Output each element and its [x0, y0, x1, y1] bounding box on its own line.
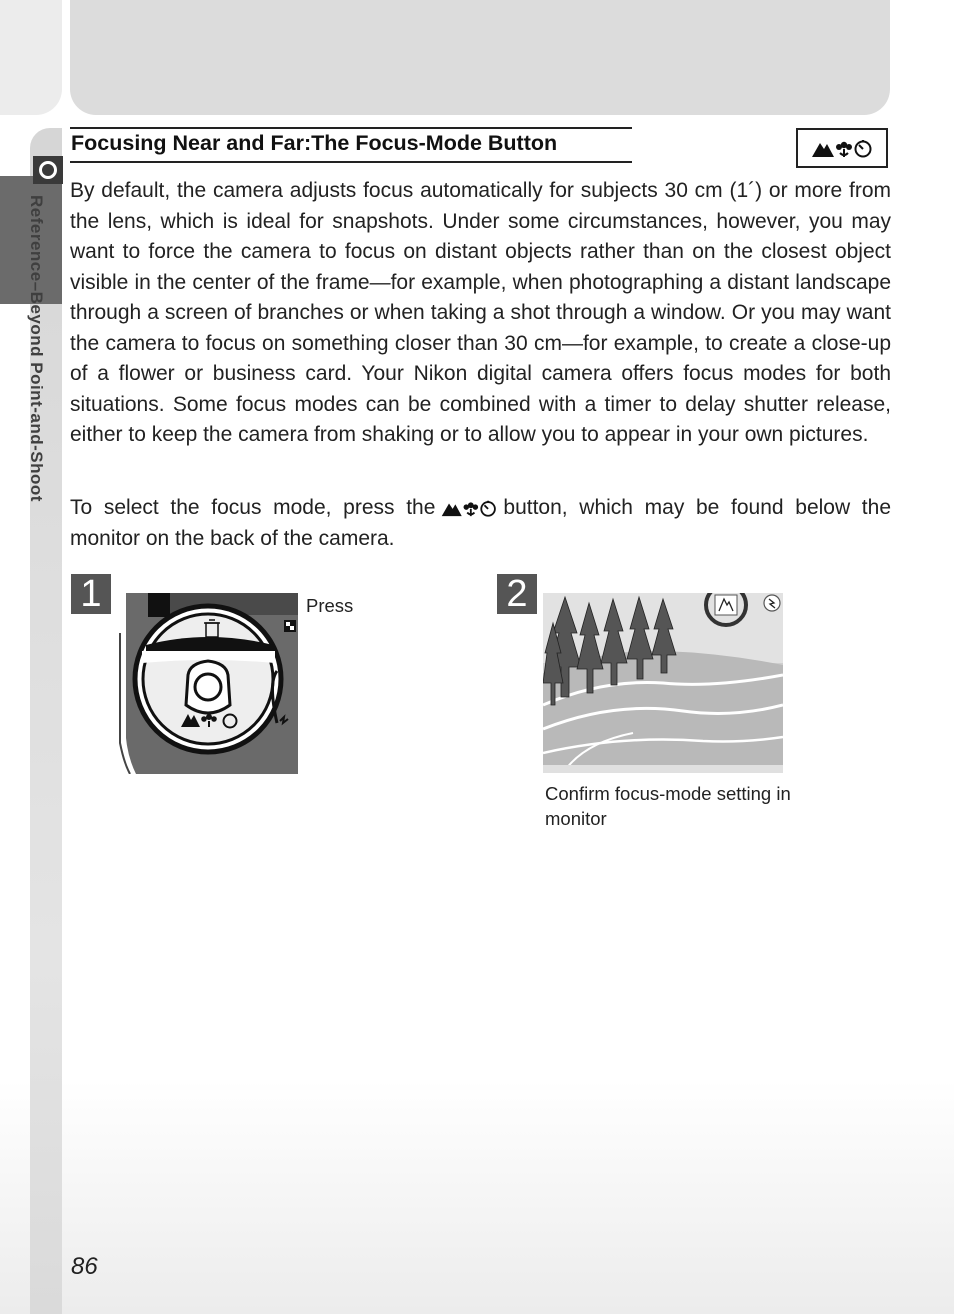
step-2-badge: 2	[497, 574, 537, 614]
intro-paragraph: By default, the camera adjusts focus automatically for subjects 30 cm (1´) or more from the lens, which is ideal for snapshots. Under some circumstances, however, you may want to force the camera to focus on distant objects rather than on the closest object visible in the center of the frame—for example, when photographing a distant landscape through a screen of branches or when taking a shot through a window. Or you may want the camera to focus on something closer than 30 cm—for example, to create a close-up of a flower or business card. Your Nikon digital camera offers focus modes for both situations. Some focus modes can be combined with a timer to delay shutter release, either to keep the camera from shaking or to allow you to appear in your own pictures.	[70, 179, 891, 446]
monitor-landscape-illustration	[543, 593, 783, 773]
instruction-text-start: To select the focus mode, press the	[70, 496, 436, 519]
step-1-caption: Press	[306, 595, 354, 616]
step-1-badge: 1	[71, 574, 111, 614]
page-corner-decoration	[0, 0, 62, 115]
step-2-caption: Confirm focus-mode setting in monitor	[545, 783, 791, 829]
focus-mode-inline-icon	[439, 498, 499, 518]
page-title: Focusing Near and Far:The Focus-Mode Button	[71, 131, 558, 155]
page-header-band	[70, 0, 890, 115]
focus-mode-badge	[796, 128, 888, 168]
reference-ring-icon	[33, 156, 63, 184]
camera-button-illustration	[118, 593, 298, 774]
instruction-text-end: button, which may be found below the monitor on the back of the camera.	[70, 496, 891, 550]
instruction-paragraph	[70, 493, 891, 554]
section-label: Reference–Beyond Point-and-Shoot	[27, 195, 46, 502]
focus-mode-icon	[810, 137, 874, 159]
page-number: 86	[71, 1253, 98, 1280]
